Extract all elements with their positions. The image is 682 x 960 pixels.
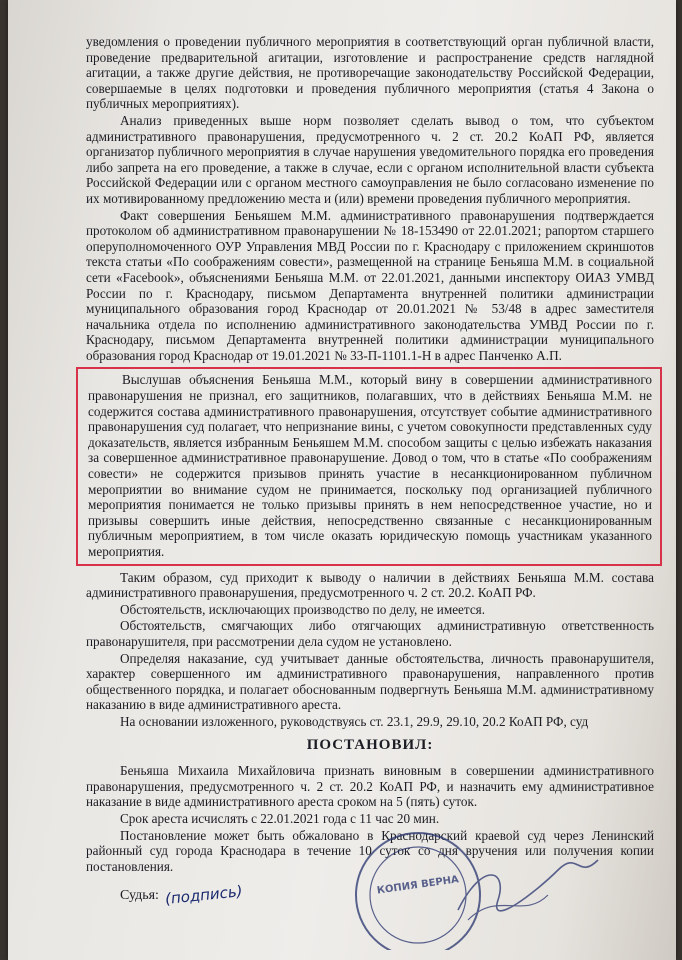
paragraph: Определяя наказание, суд учитывает данные обстоятельства, личность правонарушителя, характер совершенного им административного правонарушения, направленного против общественного порядка, и полагает обоснованным подвергнуть Беньяша М.М. административному наказанию в виде административного ареста. [86,650,654,713]
paragraph: Обстоятельств, смягчающих либо отягчающих административную ответственность правонарушителя, при рассмотрении дела судом не установлено. [86,618,654,649]
document-body [86,34,654,909]
judge-label: Судья: [120,888,159,904]
resolution-paragraph: Срок ареста исчислять с 22.01.2021 года с 11 час 20 мин. [120,810,440,826]
court-stamp-icon [308,800,608,950]
document-sheet [8,0,676,960]
stamp-text: КОПИЯ ВЕРНА [376,874,460,897]
paragraph: уведомления о проведении публичного мероприятия в соответствующий орган публичной власти, проведение предварительной агитации, изготовление и распространение средств наглядной агитации, а также другие действия, не противоречащие законодательству Российской Федерации, совершаемые в целях подготовки и проведения публичного мероприятия (статья 4 Закона о публичных мероприятиях). [86,34,654,112]
highlighted-paragraph: Выслушав объяснения Беньяша М.М., который вину в совершении административного правонарушения не признал, его защитников, полагавших, что в действиях Беньяша М.М. не содержится состава административного правонарушения, отсутствует событие административного правонарушения суд полагает, что непризнание вины, с учетом совокупности представленных суду доказательств, является избранным Беньяшем М.М. способом защиты с целью избежать наказания за совершенное административное правонарушение. Довод о том, что в статье «По соображениям совести» не содержится призывов принять участие в несанкционированном публичном мероприятии во внимание судом не принимается, поскольку под организацией публичного мероприятия понимается не только призывы принять в нем непосредственное участие, но и призывы совершить иные действия, непосредственно связанные с несанкционированным публичным мероприятием, в том числе оказать юридическую помощь участникам указанного мероприятия. [88,372,652,559]
highlight-box [76,367,662,565]
paragraph: На основании изложенного, руководствуясь ст. 23.1, 29.9, 29.10, 20.2 КоАП РФ, суд [120,713,589,729]
resolution-heading: ПОСТАНОВИЛ: [306,736,434,753]
paragraph: Анализ приведенных выше норм позволяет сделать вывод о том, что субъектом административного правонарушения, предусмотренного ч. 2 ст. 20.2 КоАП РФ, является организатор публичного мероприятия в случае нарушения уведомительного порядка его проведения либо запрета на его проведение, а также в случае, если с органом исполнительной власти субъекта Российской Федерации или с органом местного самоуправления не было согласовано изменение по их мотивированному предложению места и (или) времени проведения публичного мероприятия. [86,112,654,206]
resolution-paragraph: Постановление может быть обжаловано в Краснодарский краевой суд через Ленинский районный суд города Краснодара в течение 10 суток со дня вручения или получения копии постановления. [86,827,654,874]
handwritten-signature-note: (подпись) [164,882,244,909]
resolution-paragraph: Беньяша Михаила Михайловича признать виновным в совершении административного правонарушения, предусмотренного ч. 2 ст. 20.2 КоАП РФ, и назначить ему административное наказание в виде административного ареста сроком на 5 (пять) суток. [86,763,654,810]
paragraph: Обстоятельств, исключающих производство по делу, не имеется. [120,601,486,617]
paragraph: Таким образом, суд приходит к выводу о наличии в действиях Беньяша М.М. состава административного правонарушения, предусмотренного ч. 2 ст. 20.2. КоАП РФ. [86,569,654,601]
paragraph: Факт совершения Беньяшем М.М. административного правонарушения подтверждается протоколом об административном правонарушении № 18-153490 от 22.01.2021; рапортом старшего оперуполномоченного ОУР Управления МВД России по г. Краснодару с приложением скриншотов текста статьи «По соображениям совести», размещенной на странице Беньяша М.М. в социальной сети «Facebook», объяснениями Беньяша М.М. от 22.01.2021, данными инспектору ОИАЗ УМВД России по г. Краснодару, письмом Департамента внутренней политики администрации муниципального образования город Краснодар от 20.01.2021 № 53/48 в адрес заместителя начальника отдела по исполнению административного законодательства УМВД России по г. Краснодару, письмом Департамента внутренней политики администрации муниципального образования город Краснодар от 19.01.2021 № 33-П-1101.1-Н в адрес Панченко А.П. [86,207,654,363]
